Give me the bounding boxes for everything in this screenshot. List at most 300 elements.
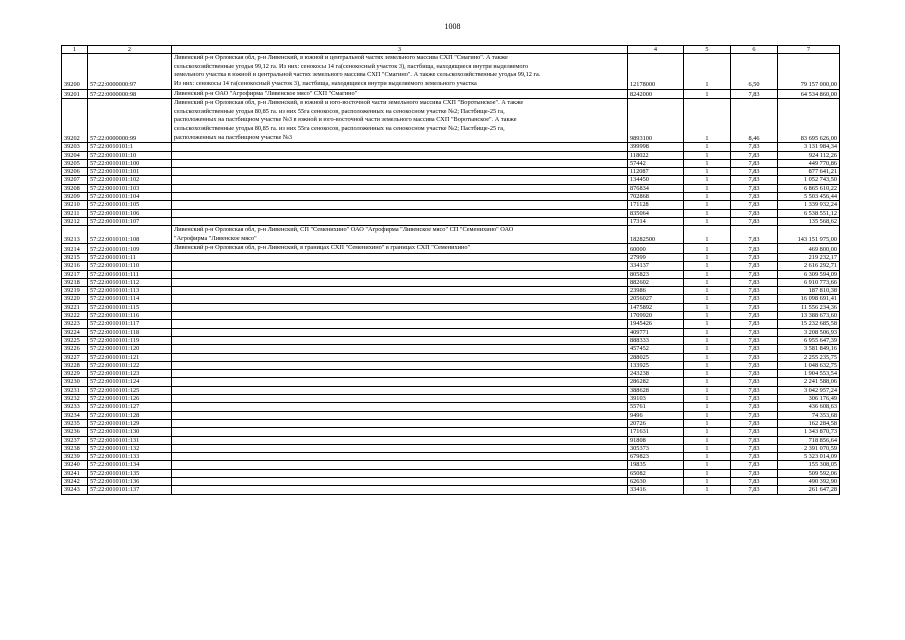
count-value: 1 <box>684 159 731 167</box>
description-cell <box>172 201 628 209</box>
cadastral-number: 57:22:0010101:137 <box>88 486 172 494</box>
cost-value: 718 856,64 <box>778 436 840 444</box>
cost-value: 449 770,86 <box>778 159 840 167</box>
row-number: 39212 <box>62 217 88 225</box>
table-row <box>62 386 840 394</box>
cost-value: 16 098 691,41 <box>778 295 840 303</box>
rate-value: 7,83 <box>731 262 778 270</box>
description-line: Из них: сенокосы 14 га(сенокосный участок 3), пастбища, находящиеся внутри выделяемого земельного участка <box>174 80 477 88</box>
count-value: 1 <box>684 193 731 201</box>
cadastral-number: 57:22:0010101:126 <box>88 395 172 403</box>
area-value: 20726 <box>628 419 684 427</box>
cost-value: 135 568,62 <box>778 217 840 225</box>
rate-value: 8,46 <box>731 99 778 143</box>
row-number: 39210 <box>62 201 88 209</box>
row-number: 39230 <box>62 378 88 386</box>
area-value: 288025 <box>628 353 684 361</box>
rate-value: 7,83 <box>731 176 778 184</box>
row-number: 39207 <box>62 176 88 184</box>
description-cell <box>172 386 628 394</box>
table-row <box>62 244 840 254</box>
description-line: расположенных на пастбищном участке №3 <box>174 133 292 141</box>
description-cell <box>172 244 628 254</box>
cost-value: 143 151 975,00 <box>778 226 840 244</box>
description-line: Ливенский р-н ОАО "Агрофирма "Ливенское мясо" СХП "Смагино" <box>174 89 358 97</box>
cadastral-number: 57:22:0010101:118 <box>88 328 172 336</box>
row-number: 39242 <box>62 478 88 486</box>
row-number: 39219 <box>62 287 88 295</box>
description-cell <box>172 159 628 167</box>
rate-value: 7,83 <box>731 244 778 254</box>
description-cell <box>172 469 628 477</box>
row-number: 39209 <box>62 193 88 201</box>
row-number: 39205 <box>62 159 88 167</box>
area-value: 62630 <box>628 478 684 486</box>
rate-value: 7,83 <box>731 201 778 209</box>
area-value: 876834 <box>628 184 684 192</box>
area-value: 243238 <box>628 370 684 378</box>
row-number: 39213 <box>62 226 88 244</box>
row-number: 39223 <box>62 320 88 328</box>
description-cell <box>172 287 628 295</box>
table-row <box>62 436 840 444</box>
row-number: 39215 <box>62 253 88 261</box>
header-row <box>62 46 840 54</box>
description-cell <box>172 295 628 303</box>
rate-value: 7,83 <box>731 193 778 201</box>
table-row <box>62 278 840 286</box>
description-cell <box>172 168 628 176</box>
cost-value: 261 647,28 <box>778 486 840 494</box>
cadastral-number: 57:22:0010101:112 <box>88 278 172 286</box>
description-cell <box>172 312 628 320</box>
cadastral-number: 57:22:0010101:11 <box>88 253 172 261</box>
row-number: 39218 <box>62 278 88 286</box>
rate-value: 7,83 <box>731 336 778 344</box>
header-cell: 7 <box>778 46 840 54</box>
table-row <box>62 469 840 477</box>
row-number: 39203 <box>62 143 88 151</box>
cadastral-number: 57:22:0010101:104 <box>88 193 172 201</box>
area-value: 33416 <box>628 486 684 494</box>
cost-value: 11 556 234,36 <box>778 303 840 311</box>
description-cell <box>172 278 628 286</box>
cadastral-number: 57:22:0010101:121 <box>88 353 172 361</box>
cost-value: 490 392,90 <box>778 478 840 486</box>
rate-value: 7,83 <box>731 270 778 278</box>
cadastral-number: 57:22:0010101:106 <box>88 209 172 217</box>
description-cell <box>172 151 628 159</box>
row-number: 39206 <box>62 168 88 176</box>
row-number: 39239 <box>62 453 88 461</box>
description-line: сельскохозяйственные угодья 80,85 га. из них 55га сенокосов, расположенных на сенокосном участке №2; Пастбище-25 га, <box>174 125 505 133</box>
cost-value: 6 865 610,22 <box>778 184 840 192</box>
table-row <box>62 478 840 486</box>
area-value: 882602 <box>628 278 684 286</box>
row-number: 39227 <box>62 353 88 361</box>
row-number: 39211 <box>62 209 88 217</box>
description-cell <box>172 486 628 494</box>
count-value: 1 <box>684 262 731 270</box>
cost-value: 15 232 685,58 <box>778 320 840 328</box>
cost-value: 1 048 632,75 <box>778 361 840 369</box>
description-cell <box>172 99 628 143</box>
area-value: 334137 <box>628 262 684 270</box>
table-row <box>62 287 840 295</box>
rate-value: 7,83 <box>731 345 778 353</box>
rate-value: 7,83 <box>731 453 778 461</box>
rate-value: 7,83 <box>731 278 778 286</box>
description-cell <box>172 176 628 184</box>
cost-value: 2 255 235,75 <box>778 353 840 361</box>
row-number: 39200 <box>62 54 88 89</box>
cost-value: 74 353,68 <box>778 411 840 419</box>
cost-value: 436 608,63 <box>778 403 840 411</box>
count-value: 1 <box>684 278 731 286</box>
table-row <box>62 395 840 403</box>
description-cell <box>172 428 628 436</box>
count-value: 1 <box>684 361 731 369</box>
area-value: 57442 <box>628 159 684 167</box>
description-cell <box>172 328 628 336</box>
description-cell <box>172 361 628 369</box>
area-value: 305373 <box>628 444 684 452</box>
count-value: 1 <box>684 411 731 419</box>
cost-value: 64 534 860,00 <box>778 89 840 99</box>
count-value: 1 <box>684 320 731 328</box>
area-value: 133925 <box>628 361 684 369</box>
area-value: 1945426 <box>628 320 684 328</box>
cost-value: 83 695 626,00 <box>778 99 840 143</box>
cadastral-number: 57:22:0010101:116 <box>88 312 172 320</box>
description-cell <box>172 370 628 378</box>
table-row <box>62 353 840 361</box>
header-cell: 4 <box>628 46 684 54</box>
cost-value: 509 592,06 <box>778 469 840 477</box>
rate-value: 7,83 <box>731 328 778 336</box>
cadastral-number: 57:22:0010101:117 <box>88 320 172 328</box>
row-number: 39226 <box>62 345 88 353</box>
description-cell <box>172 403 628 411</box>
count-value: 1 <box>684 99 731 143</box>
rate-value: 7,83 <box>731 486 778 494</box>
cost-value: 2 391 070,59 <box>778 444 840 452</box>
table-row <box>62 217 840 225</box>
table-row <box>62 295 840 303</box>
row-number: 39238 <box>62 444 88 452</box>
cadastral-number: 57:22:0010101:120 <box>88 345 172 353</box>
description-cell <box>172 444 628 452</box>
description-cell <box>172 336 628 344</box>
row-number: 39237 <box>62 436 88 444</box>
description-line: сельскохозяйственные угодья 99,12 га. Из них: сенокосы 14 га(сенокосный участок 3), пастбища, находящиеся внутри выделяемого <box>174 62 529 70</box>
rate-value: 7,83 <box>731 312 778 320</box>
rate-value: 7,83 <box>731 403 778 411</box>
area-value: 8242000 <box>628 89 684 99</box>
cadastral-number: 57:22:0010101:105 <box>88 201 172 209</box>
area-value: 27999 <box>628 253 684 261</box>
table-row <box>62 328 840 336</box>
cadastral-number: 57:22:0010101:129 <box>88 419 172 427</box>
description-line: земельного участка в южной и центральной частях земельного массива СХП "Смагино". А также сельскохозяйственные угодья 99,12 га. <box>174 71 541 79</box>
cadastral-number: 57:22:0010101:133 <box>88 453 172 461</box>
area-value: 60000 <box>628 244 684 254</box>
cost-value: 6 309 594,09 <box>778 270 840 278</box>
area-value: 12178000 <box>628 54 684 89</box>
count-value: 1 <box>684 378 731 386</box>
area-value: 9893100 <box>628 99 684 143</box>
table-row <box>62 253 840 261</box>
count-value: 1 <box>684 428 731 436</box>
table-row <box>62 184 840 192</box>
area-value: 171631 <box>628 428 684 436</box>
row-number: 39243 <box>62 486 88 494</box>
rate-value: 7,83 <box>731 361 778 369</box>
description-cell <box>172 270 628 278</box>
cost-value: 6 538 551,12 <box>778 209 840 217</box>
description-cell <box>172 395 628 403</box>
header-cell: 1 <box>62 46 88 54</box>
area-value: 702868 <box>628 193 684 201</box>
page-number: 1008 <box>444 22 461 31</box>
table-row <box>62 303 840 311</box>
cost-value: 469 800,00 <box>778 244 840 254</box>
header-cell: 3 <box>172 46 628 54</box>
count-value: 1 <box>684 244 731 254</box>
cost-value: 162 284,58 <box>778 419 840 427</box>
area-value: 679823 <box>628 453 684 461</box>
row-number: 39222 <box>62 312 88 320</box>
rate-value: 7,83 <box>731 386 778 394</box>
count-value: 1 <box>684 143 731 151</box>
description-line: Ливенский р-н Орловская обл, р-н Ливенский, СП "Семенихино" ОАО "Агрофирма "Ливенское мясо" СП "Семенихино" ОАО <box>174 226 514 234</box>
count-value: 1 <box>684 151 731 159</box>
table-row <box>62 312 840 320</box>
count-value: 1 <box>684 287 731 295</box>
count-value: 1 <box>684 303 731 311</box>
rate-value: 7,83 <box>731 159 778 167</box>
cadastral-number: 57:22:0010101:131 <box>88 436 172 444</box>
rate-value: 7,83 <box>731 168 778 176</box>
description-cell <box>172 209 628 217</box>
rate-value: 6,50 <box>731 54 778 89</box>
cost-value: 155 308,05 <box>778 461 840 469</box>
row-number: 39240 <box>62 461 88 469</box>
cost-value: 877 641,21 <box>778 168 840 176</box>
count-value: 1 <box>684 370 731 378</box>
table-row <box>62 168 840 176</box>
rate-value: 7,83 <box>731 209 778 217</box>
cadastral-number: 57:22:0010101:122 <box>88 361 172 369</box>
count-value: 1 <box>684 312 731 320</box>
row-number: 39235 <box>62 419 88 427</box>
area-value: 55761 <box>628 403 684 411</box>
cost-value: 3 208 506,93 <box>778 328 840 336</box>
description-cell <box>172 262 628 270</box>
cadastral-number: 57:22:0010101:109 <box>88 244 172 254</box>
table-row <box>62 99 840 143</box>
cost-value: 924 112,26 <box>778 151 840 159</box>
cadastral-number: 57:22:0010101:115 <box>88 303 172 311</box>
table-row <box>62 403 840 411</box>
count-value: 1 <box>684 295 731 303</box>
cadastral-number: 57:22:0010101:124 <box>88 378 172 386</box>
area-value: 23986 <box>628 287 684 295</box>
count-value: 1 <box>684 469 731 477</box>
count-value: 1 <box>684 444 731 452</box>
cost-value: 3 131 984,34 <box>778 143 840 151</box>
rate-value: 7,83 <box>731 320 778 328</box>
table-row <box>62 378 840 386</box>
cost-value: 13 388 673,60 <box>778 312 840 320</box>
cadastral-number: 57:22:0000000:98 <box>88 89 172 99</box>
description-cell <box>172 436 628 444</box>
cost-value: 1 343 870,73 <box>778 428 840 436</box>
description-cell <box>172 303 628 311</box>
table-row <box>62 419 840 427</box>
row-number: 39234 <box>62 411 88 419</box>
cost-value: 6 955 647,39 <box>778 336 840 344</box>
cadastral-number: 57:22:0010101:100 <box>88 159 172 167</box>
rate-value: 7,83 <box>731 461 778 469</box>
count-value: 1 <box>684 453 731 461</box>
rate-value: 7,83 <box>731 151 778 159</box>
table-row <box>62 201 840 209</box>
cost-value: 1 339 932,24 <box>778 201 840 209</box>
rate-value: 7,83 <box>731 444 778 452</box>
description-line: Ливенский р-н Орловская обл, р-н Ливенский, в южной и центральной частях земельного массива СХП "Смагино". А также <box>174 54 508 62</box>
count-value: 1 <box>684 336 731 344</box>
count-value: 1 <box>684 478 731 486</box>
rate-value: 7,83 <box>731 143 778 151</box>
table-row <box>62 89 840 99</box>
cost-value: 1 052 743,50 <box>778 176 840 184</box>
cost-value: 6 910 773,66 <box>778 278 840 286</box>
table-row <box>62 270 840 278</box>
table-row <box>62 345 840 353</box>
count-value: 1 <box>684 345 731 353</box>
cadastral-number: 57:22:0010101:113 <box>88 287 172 295</box>
area-value: 2056027 <box>628 295 684 303</box>
description-cell <box>172 193 628 201</box>
rate-value: 7,83 <box>731 217 778 225</box>
cadastral-number: 57:22:0010101:119 <box>88 336 172 344</box>
count-value: 1 <box>684 486 731 494</box>
table-row <box>62 176 840 184</box>
count-value: 1 <box>684 184 731 192</box>
description-cell <box>172 184 628 192</box>
row-number: 39231 <box>62 386 88 394</box>
area-value: 19835 <box>628 461 684 469</box>
cost-value: 219 232,17 <box>778 253 840 261</box>
cost-value: 306 176,49 <box>778 395 840 403</box>
rate-value: 7,83 <box>731 353 778 361</box>
count-value: 1 <box>684 201 731 209</box>
table-row <box>62 461 840 469</box>
cadastral-number: 57:22:0010101:136 <box>88 478 172 486</box>
description-line: Ливенский р-н Орловская обл, р-н Ливенский, в границах СХП "Семенихино" в границах СХП "Семенихино" <box>174 244 471 252</box>
count-value: 1 <box>684 89 731 99</box>
area-value: 399998 <box>628 143 684 151</box>
rate-value: 7,83 <box>731 184 778 192</box>
description-cell <box>172 217 628 225</box>
row-number: 39224 <box>62 328 88 336</box>
description-line: Ливенский р-н Орловская обл, р-н Ливенский, в южной и юго-восточной части земельного массива СХП "Воротынское". А также <box>174 99 524 107</box>
table-row <box>62 486 840 494</box>
area-value: 409771 <box>628 328 684 336</box>
rate-value: 7,83 <box>731 370 778 378</box>
row-number: 39225 <box>62 336 88 344</box>
cadastral-number: 57:22:0010101:101 <box>88 168 172 176</box>
area-value: 286282 <box>628 378 684 386</box>
row-number: 39216 <box>62 262 88 270</box>
area-value: 134450 <box>628 176 684 184</box>
cost-value: 3 581 849,16 <box>778 345 840 353</box>
count-value: 1 <box>684 353 731 361</box>
description-cell <box>172 353 628 361</box>
row-number: 39232 <box>62 395 88 403</box>
cost-value: 79 157 000,00 <box>778 54 840 89</box>
table-row <box>62 336 840 344</box>
rate-value: 7,83 <box>731 89 778 99</box>
cadastral-number: 57:22:0000000:99 <box>88 99 172 143</box>
rate-value: 7,83 <box>731 478 778 486</box>
area-value: 112087 <box>628 168 684 176</box>
area-value: 388628 <box>628 386 684 394</box>
description-cell <box>172 54 628 89</box>
table-row <box>62 320 840 328</box>
rate-value: 7,83 <box>731 295 778 303</box>
table-row <box>62 54 840 89</box>
rate-value: 7,83 <box>731 303 778 311</box>
table-row <box>62 226 840 244</box>
row-number: 39241 <box>62 469 88 477</box>
table-row <box>62 159 840 167</box>
table-row <box>62 411 840 419</box>
table-row <box>62 151 840 159</box>
header-cell: 6 <box>731 46 778 54</box>
area-value: 118022 <box>628 151 684 159</box>
cost-value: 3 042 957,24 <box>778 386 840 394</box>
area-value: 1475892 <box>628 303 684 311</box>
area-value: 18282500 <box>628 226 684 244</box>
table-row <box>62 370 840 378</box>
row-number: 39236 <box>62 428 88 436</box>
rate-value: 7,83 <box>731 419 778 427</box>
rate-value: 7,83 <box>731 287 778 295</box>
cost-value: 1 904 553,54 <box>778 370 840 378</box>
cadastral-number: 57:22:0010101:135 <box>88 469 172 477</box>
count-value: 1 <box>684 176 731 184</box>
count-value: 1 <box>684 436 731 444</box>
description-cell <box>172 89 628 99</box>
table-row <box>62 361 840 369</box>
rate-value: 7,83 <box>731 395 778 403</box>
area-value: 1709920 <box>628 312 684 320</box>
description-cell <box>172 143 628 151</box>
cadastral-number: 57:22:0010101:111 <box>88 270 172 278</box>
count-value: 1 <box>684 226 731 244</box>
description-cell <box>172 478 628 486</box>
cadastral-number: 57:22:0010101:128 <box>88 411 172 419</box>
cadastral-number: 57:22:0010101:103 <box>88 184 172 192</box>
cadastral-number: 57:22:0010101:107 <box>88 217 172 225</box>
description-line: сельскохозяйственные угодья 80,85 га. из них 55га сенокосов, расположенных на сенокосном участке №2; Пастбище-25 га, <box>174 107 505 115</box>
table-row <box>62 444 840 452</box>
row-number: 39221 <box>62 303 88 311</box>
cost-value: 2 241 588,06 <box>778 378 840 386</box>
count-value: 1 <box>684 328 731 336</box>
